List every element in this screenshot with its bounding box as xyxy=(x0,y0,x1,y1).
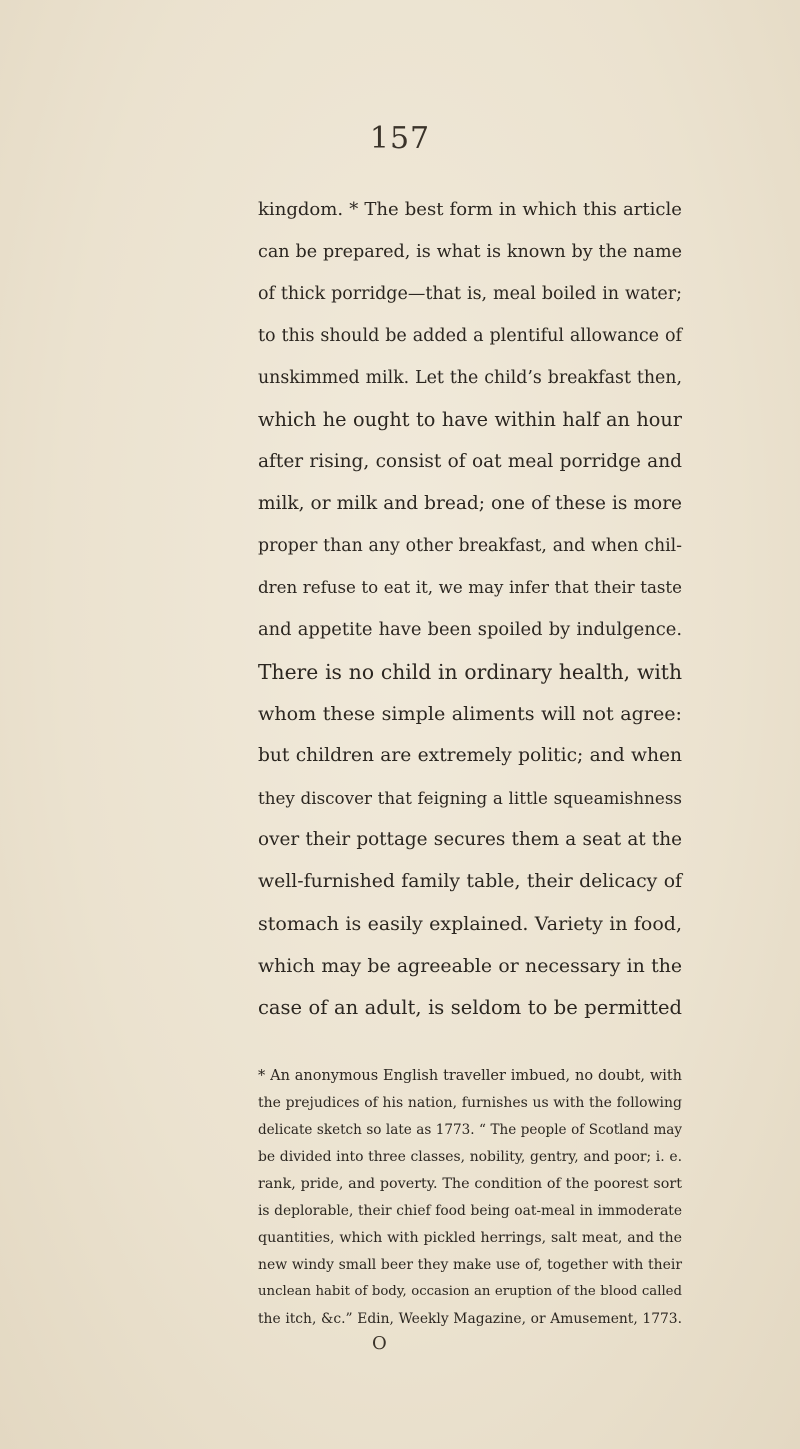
main-text-line: but children are extremely politic; and when xyxy=(258,745,682,766)
main-text-line: and appetite have been spoiled by indulgence. xyxy=(258,619,682,640)
main-text-line: case of an adult, is seldom to be permitted xyxy=(258,996,682,1019)
main-text-line: can be prepared, is what is known by the name xyxy=(258,242,682,262)
main-text-line: they discover that feigning a little squeamishness xyxy=(258,788,682,808)
main-text-line: of thick porridge—that is, meal boiled in water; xyxy=(258,284,682,304)
main-text-line: to this should be added a plentiful allowance of xyxy=(258,326,682,346)
footnote-line: * An anonymous English traveller imbued, no doubt, with xyxy=(258,1068,682,1084)
footnote-line: delicate sketch so late as 1773. “ The people of Scotland may xyxy=(258,1122,682,1138)
main-text-line: unskimmed milk. Let the child’s breakfast then, xyxy=(258,368,682,388)
main-text-line: milk, or milk and bread; one of these is more xyxy=(258,493,682,514)
main-text-line: stomach is easily explained. Variety in food, xyxy=(258,913,682,935)
footnote-line: the itch, &c.” Edin, Weekly Magazine, or Amusement, 1773. xyxy=(258,1311,682,1327)
footnote-line: the prejudices of his nation, furnishes us with the following xyxy=(258,1095,682,1111)
footnote-line: new windy small beer they make use of, together with their xyxy=(258,1257,682,1273)
main-text-line: which he ought to have within half an hour xyxy=(258,408,682,431)
catchword: O xyxy=(372,1333,387,1354)
footnote-line: be divided into three classes, nobility, gentry, and poor; i. e. xyxy=(258,1149,682,1165)
main-text-line: over their pottage secures them a seat at the xyxy=(258,829,682,850)
main-text-line: well-furnished family table, their delicacy of xyxy=(258,871,682,892)
main-text-line: proper than any other breakfast, and when chil- xyxy=(258,536,682,556)
main-text-line: dren refuse to eat it, we may infer that their taste xyxy=(258,578,682,597)
main-text-line: which may be agreeable or necessary in the xyxy=(258,955,682,977)
footnote-line: quantities, which with pickled herrings, salt meat, and the xyxy=(258,1230,682,1246)
main-text-line: kingdom. * The best form in which this article xyxy=(258,199,682,220)
page-number: 157 xyxy=(369,121,431,156)
main-text-line: whom these simple aliments will not agree: xyxy=(258,702,682,725)
footnote-line: unclean habit of body, occasion an eruption of the blood called xyxy=(258,1284,682,1299)
footnote-line: rank, pride, and poverty. The condition of the poorest sort xyxy=(258,1176,682,1192)
footnote-line: is deplorable, their chief food being oat-meal in immoderate xyxy=(258,1203,682,1219)
main-text-line: after rising, consist of oat meal porridge and xyxy=(258,451,682,472)
main-text-line: There is no child in ordinary health, with xyxy=(258,660,682,684)
